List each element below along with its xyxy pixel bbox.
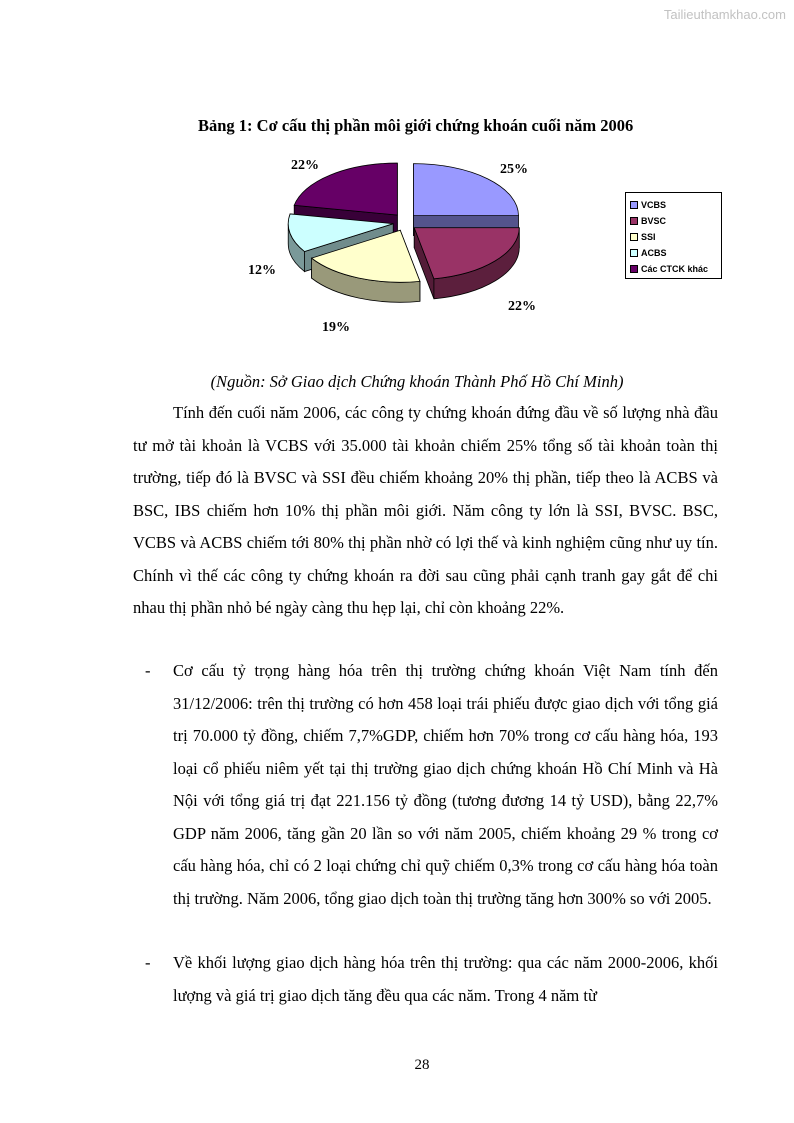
bullet-item	[145, 947, 718, 1012]
legend-swatch	[630, 249, 638, 257]
legend-item	[630, 229, 721, 245]
pie-label-bvsc: 22%	[508, 299, 536, 314]
legend-swatch	[630, 233, 638, 241]
watermark: Tailieuthamkhao.com	[663, 7, 786, 22]
bullet-text: Về khối lượng giao dịch hàng hóa trên thị trường: qua các năm 2000-2006, khối lượng và giá trị giao dịch tăng đều qua các năm. Trong 4 năm từ	[173, 953, 718, 1005]
pie-label-vcbs: 25%	[500, 162, 528, 177]
legend-item	[630, 197, 721, 213]
chart-legend	[625, 192, 722, 279]
bullet-item	[145, 655, 718, 915]
bullet-text: Cơ cấu tỷ trọng hàng hóa trên thị trường chứng khoán Việt Nam tính đến 31/12/2006: trên thị trường có hơn 458 loại trái phiếu được giao dịch với tổng giá trị 70.000 tỷ đồng, chiếm 7,7%GDP, chiếm hơn 70% trong cơ cấu hàng hóa, 193 loại cổ phiếu niêm yết tại thị trường giao dịch chứng khoán Hồ Chí Minh và Hà Nội với tổng giá trị đạt 221.156 tỷ đồng (tương đương 14 tỷ USD), bằng 22,7% GDP năm 2006, tăng gần 20 lần so với năm 2005, chiếm khoảng 29 % trong cơ cấu hàng hóa, chỉ có 2 loại chứng chỉ quỹ chiếm 0,3% trong cơ cấu hàng hóa toàn thị trường. Năm 2006, tổng giao dịch toàn thị trường tăng hơn 300% so với 2005.	[173, 661, 718, 908]
legend-swatch	[630, 201, 638, 209]
legend-item	[630, 261, 721, 277]
body-paragraph: Tính đến cuối năm 2006, các công ty chứng khoán đứng đầu về số lượng nhà đầu tư mở tài khoản là VCBS với 35.000 tài khoản chiếm 25% tổng số tài khoản toàn thị trường, tiếp đó là BVSC và SSI đều chiếm khoảng 20% thị phần, tiếp theo là ACBS và BSC, IBS chiếm hơn 10% thị phần môi giới. Năm công ty lớn là SSI, BVSC. BSC, VCBS và ACBS chiếm tới 80% thị phần nhờ có lợi thế và kinh nghiệm cũng như uy tín. Chính vì thế các công ty chứng khoán ra đời sau cũng phải cạnh tranh gay gắt để chi nhau thị phần nhỏ bé ngày càng thu hẹp lại, chỉ còn khoảng 22%.	[133, 403, 718, 617]
legend-label: ACBS	[641, 248, 667, 258]
pie-label-other: 22%	[291, 158, 319, 173]
page-number: 28	[414, 1057, 430, 1073]
legend-label: Các CTCK khác	[641, 264, 709, 274]
bullet-marker: -	[145, 953, 151, 972]
chart-source: (Nguồn: Sở Giao dịch Chứng khoán Thành Phố Hồ Chí Minh)	[210, 372, 624, 391]
legend-label: BVSC	[641, 216, 667, 226]
legend-item	[630, 213, 721, 229]
legend-label: SSI	[641, 232, 656, 242]
legend-label: VCBS	[641, 200, 667, 210]
legend-item	[630, 245, 721, 261]
bullet-marker: -	[145, 661, 151, 680]
chart-title: Bảng 1: Cơ cấu thị phần môi giới chứng khoán cuối năm 2006	[198, 116, 634, 135]
pie-label-acbs: 12%	[248, 263, 276, 278]
pie-label-ssi: 19%	[322, 320, 350, 335]
legend-swatch	[630, 217, 638, 225]
legend-swatch	[630, 265, 638, 273]
